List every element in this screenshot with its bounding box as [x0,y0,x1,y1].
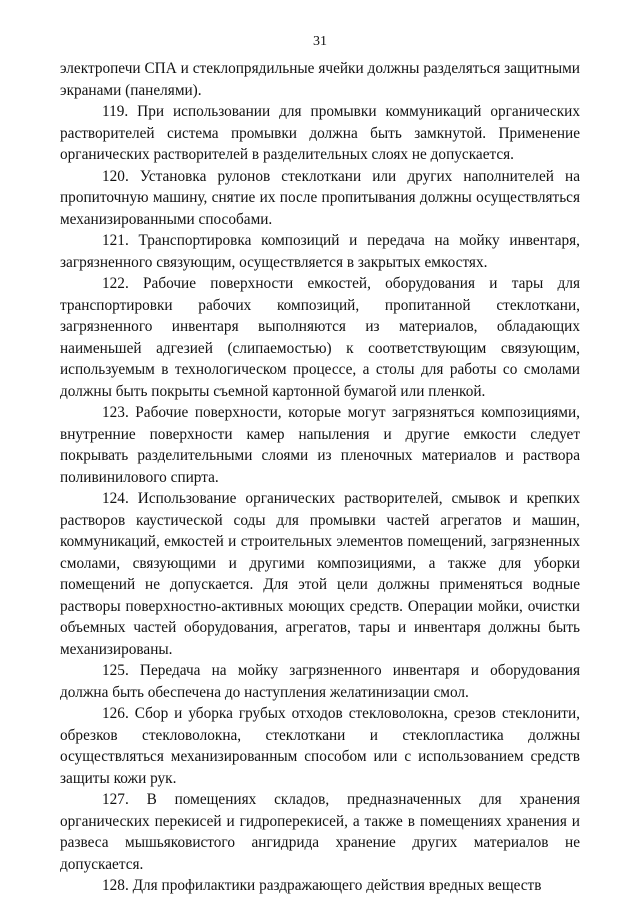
paragraph-124: 124. Использование органических растворителей, смывок и крепких растворов каустической соды для промывки частей агрегатов и машин, коммуникаций, емкостей и строительных элементов помещений, загрязненных смолами, связующими и другими композициями, а также для уборки помещений не допускается. Для этой цели должны применяться водные растворы поверхностно-активных моющих средств. Операции мойки, очистки объемных частей оборудования, агрегатов, тары и инвентаря должны быть механизированы. [60,490,580,658]
paragraph-123: 123. Рабочие поверхности, которые могут загрязняться композициями, внутренние поверхности камер напыления и другие емкости следует покрывать разделительными слоями из пленочных материалов и раствора поливинилового спирта. [60,404,580,486]
paragraph-120: 120. Установка рулонов стеклоткани или других наполнителей на пропиточную машину, снятие их после пропитывания должны осуществляться механизированными способами. [60,167,580,228]
paragraph-continued: электропечи СПА и стеклопрядильные ячейки должны разделяться защитными экранами (панелями). [60,60,580,99]
paragraph-119: 119. При использовании для промывки коммуникаций органических растворителей система промывки должна быть замкнутой. Применение органических растворителей в разделительных слоях не допускается. [60,103,580,163]
page-number: 31 [313,34,327,49]
paragraph-125: 125. Передача на мойку загрязненного инвентаря и оборудования должна быть обеспечена до наступления желатинизации смол. [60,662,580,701]
document-body [60,58,580,897]
paragraph-127: 127. В помещениях складов, предназначенных для хранения органических перекисей и гидроперекисей, а также в помещениях хранения и развеса мышьяковистого ангидрида хранение других материалов не допускается. [60,791,580,873]
paragraph-128: 128. Для профилактики раздражающего действия вредных веществ [102,877,542,894]
paragraph-126: 126. Сбор и уборка грубых отходов стекловолокна, срезов стеклонити, обрезков стекловолокна, стеклоткани и стеклопластика должны осуществляться механизированным способом или с использованием средств защиты кожи рук. [60,705,580,787]
paragraph-122: 122. Рабочие поверхности емкостей, оборудования и тары для транспортировки рабочих композиций, пропитанной стеклоткани, загрязненного инвентаря выполняются из материалов, обладающих наименьшей адгезией (слипаемостью) к соответствующим связующим, используемым в технологическом процессе, а столы для работы со смолами должны быть покрыты съемной картонной бумагой или пленкой. [60,275,580,400]
paragraph-121: 121. Транспортировка композиций и передача на мойку инвентаря, загрязненного связующим, осуществляется в закрытых емкостях. [60,232,580,271]
